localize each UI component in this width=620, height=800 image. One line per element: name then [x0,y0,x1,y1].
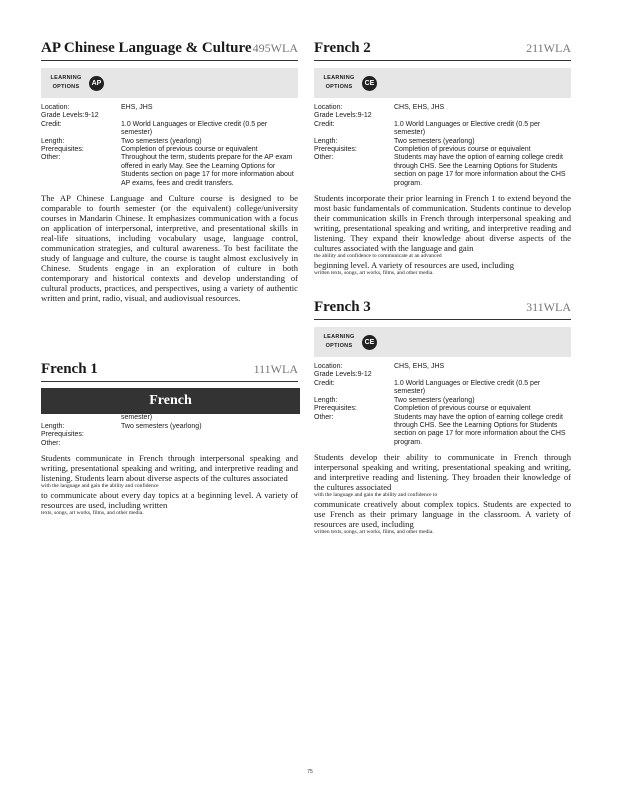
credit-value: 1.0 World Languages or Elective credit (0.5 per semester) [121,120,268,137]
course-header [41,40,298,61]
section-band-french: French [41,388,300,414]
learning-options-label: LEARNING OPTIONS [50,75,82,90]
college-credit-icon: CE [362,76,377,91]
location-value: EHS, JHS [121,104,153,111]
course-code: 111WLA [253,362,298,377]
left-column [41,40,298,517]
grade-levels-value: 9-12 [84,112,99,120]
credit-value: 1.0 World Languages or Elective credit (0.5 per semester) [394,379,541,396]
course-header [314,40,571,61]
course-french-1 [41,361,298,517]
course-french-2 [314,40,571,277]
prerequisites-value [121,431,298,439]
course-ap-chinese [41,40,298,303]
course-description: Students develop their ability to communicate in French through interpersonal speaking and writing, presentational speaking and writing, and interpretive reading and listening. They broaden their knowledge of the cultures associated with the language and gain the ability and confidence to communicate creatively about complex topics. Students are expected to use French as their primary language in the classroom. A variety of resources are used, including written texts, songs, art works, films, and other media. [314,452,571,536]
page-number: 75 [307,769,313,775]
other-value: Throughout the term, students prepare for the AP exam offered in early May. See the Learning Options for Students section on page 17 for more information about AP exams, fees and credit transfers. [121,154,294,187]
length-value: Two semesters (yearlong) [394,137,475,145]
grade-levels-value: 9-12 [357,371,372,379]
course-info: Location: CHS, EHS, JHS Grade Levels:9-12 Credit: 1.0 World Languages or Elective credit (0.5 per semester) Length: Two semesters (yearlong) Prerequisites: Completion of previous course or equivalent Other: Students may have the option of earning college credit through CHS. See the Learning Options for Students section on page 17 for more information about the CHS program. [314,104,571,188]
course-title: French 3 [314,299,371,316]
course-description: Students communicate in French through interpersonal speaking and writing, presentational speaking and writing, and interpretive reading and listening. Students learn about diverse aspects of the cultures associated with the language and gain the ability and confidence to communicate about every day topics at a beginning level. A variety of resources are used, including written texts, songs, art works, films, and other media. [41,452,298,516]
learning-options-bar [41,68,298,98]
course-info: Location: EHS, JHS Grade Levels:9-12 Credit: 1.0 World Languages or Elective credit (0.5 per semester) Length: Two semesters (yearlong) Prerequisites: Completion of previous course or equivalent Other: Throughout the term, students prepare for the AP exam offered in early May. See the Learning Options for Students section on page 17 for more information about AP exams, fees and credit transfers. [41,104,298,188]
course-description: Students incorporate their prior learning in French 1 to extend beyond the most basic fundamentals of communication. Students continue to develop their communication skills in French through interpersonal speaking and writing, presentational speaking and writing, and interpretive reading and listening. They expand their knowledge about diverse aspects of the cultures associated with the language and gain the ability and confidence to communicate at an advanced beginning level. A variety of resources are used, including written texts, songs, art works, films, and other media. [314,193,571,277]
course-header [314,299,571,320]
course-code: 211WLA [526,41,571,55]
location-value: CHS, EHS, JHS [394,104,445,111]
other-value [121,440,298,448]
credit-value: 1.0 World Languages or Elective credit (0.5 per semester) [394,120,541,137]
prerequisites-value: Completion of previous course or equivalent [394,146,531,154]
prerequisites-value: Completion of previous course or equivalent [121,146,258,154]
course-info: semester) Length: Two semesters (yearlong) Prerequisites: Other: [41,389,298,448]
course-title: French 2 [314,40,371,56]
length-value: Two semesters (yearlong) [121,422,202,430]
grade-levels-value: 9-12 [357,112,372,120]
course-code: 311WLA [526,300,571,315]
credit-value: semester) [121,414,153,422]
course-french-3 [314,299,571,536]
course-info: Location: CHS, EHS, JHS Grade Levels:9-12 Credit: 1.0 World Languages or Elective credit (0.5 per semester) Length: Two semesters (yearlong) Prerequisites: Completion of previous course or equivalent Other: Students may have the option of earning college credit through CHS. See the Learning Options for Students section on page 17 for more information about the CHS program. [314,363,571,447]
course-description: The AP Chinese Language and Culture course is designed to be comparable to fourth semester (or the equivalent) college/university courses in Mandarin Chinese. It emphasizes communication with a focus on application of interpersonal, interpretive, and presentational skills in real-life situations, including vocabulary usage, language control, communication strategies, and cultural awareness. To best facilitate the study of language and culture, the course is taught almost exclusively in Chinese. Students engage in an exploration of culture in both contemporary and historical contexts and develop understanding of cultural products, practices, and perspectives, using a variety of authentic written and print, radio, visual, and audiovisual resources. [41,193,298,304]
college-credit-icon: CE [362,335,377,350]
course-header [41,361,298,382]
length-value: Two semesters (yearlong) [394,396,475,404]
course-code: 495WLA [252,41,298,55]
other-value: Students may have the option of earning college credit through CHS. See the Learning Options for Students section on page 17 for more information about the CHS program. [394,154,566,187]
right-column [314,40,571,536]
learning-options-bar [314,68,571,98]
length-value: Two semesters (yearlong) [121,137,202,145]
location-value: CHS, EHS, JHS [394,363,445,371]
learning-options-bar [314,327,571,357]
ap-badge-icon: AP [89,76,104,91]
course-title: AP Chinese Language & Culture [41,40,252,56]
prerequisites-value: Completion of previous course or equivalent [394,405,531,413]
course-title: French 1 [41,361,98,378]
learning-options-label: LEARNING OPTIONS [323,334,355,350]
other-value: Students may have the option of earning college credit through CHS. See the Learning Options for Students section on page 17 for more information about the CHS program. [394,413,566,446]
learning-options-label: LEARNING OPTIONS [323,75,355,90]
